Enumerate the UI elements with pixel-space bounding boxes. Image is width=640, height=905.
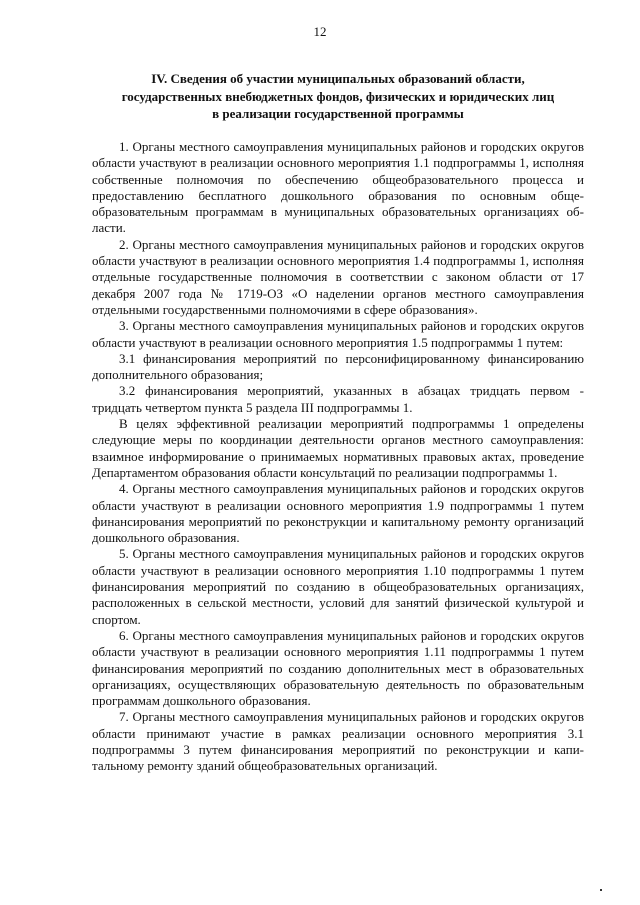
paragraph-7: 7. Органы местного самоуправления муниципальных районов и городских округов области принимают участие в рамках реализации основного мероприятия 3.1 подпрограммы 3 путем финансирования мероприятий по реконструкции и капитальному ремонту зданий общеобразовательных организаций. xyxy=(92,709,584,774)
section-heading-line: в реализации государственной программы xyxy=(212,106,464,121)
document-body xyxy=(92,139,584,775)
paragraph-3-2: 3.2 финансирования мероприятий, указанных в абзацах тридцать первом - тридцать четвертом пункта 5 раздела III подпрограммы 1. xyxy=(92,383,584,415)
paragraph-coordination: В целях эффективной реализации мероприятий подпрограммы 1 определены следующие меры по координации деятельности органов местного самоуправления: взаимное информирование о принимаемых нормативных правовых актах, проведение Департаментом образования области консультаций по реализации подпрограммы 1. xyxy=(92,416,584,480)
paragraph-5: 5. Органы местного самоуправления муниципальных районов и городских округов области участвуют в реализации основного мероприятия 1.10 подпрограммы 1 путем финансирования мероприятий по созданию в общеобразовательных организациях, расположенных в сельской местности, условий для занятий физической культурой и спортом. xyxy=(92,546,584,627)
paragraph-6: 6. Органы местного самоуправления муниципальных районов и городских округов области участвуют в реализации основного мероприятия 1.11 подпрограммы 1 путем финансирования мероприятий по созданию дополнительных мест в образовательных организациях, осуществляющих образовательную деятельность по образовательным программам дошкольного образования. xyxy=(92,627,584,709)
section-heading-line: IV. Сведения об участии муниципальных образований области, xyxy=(151,71,525,86)
paragraph-2: 2. Органы местного самоуправления муниципальных районов и городских округов области участвуют в реализации основного мероприятия 1.4 подпрограммы 1, исполняя отдельные государственные полномочия в соответствии с законом области от 17 декабря 2007 года № 1719-ОЗ «О наделении органов местного самоуправления отдельными государственными полномочиями в сфере образования». xyxy=(92,236,584,317)
section-heading xyxy=(92,70,584,123)
paragraph-3-1: 3.1 финансирования мероприятий по персонифицированному финансированию дополнительного образования; xyxy=(92,350,584,383)
scan-dot-mark xyxy=(600,889,602,891)
paragraph-1: 1. Органы местного самоуправления муниципальных районов и городских округов области участвуют в реализации основного мероприятия 1.1 подпрограммы 1, исполняя собственные полномочия по обеспечению общеобразовательного процесса и предоставлению бесплатного дошкольного образования по основным общеобразовательным программам в муниципальных образовательных организациях области. xyxy=(92,139,584,236)
paragraph-4: 4. Органы местного самоуправления муниципальных районов и городских округов области участвуют в реализации основного мероприятия 1.9 подпрограммы 1 путем финансирования мероприятий по реконструкции и капитальному ремонту организаций дошкольного образования. xyxy=(92,481,584,546)
paragraph-3: 3. Органы местного самоуправления муниципальных районов и городских округов области участвуют в реализации основного мероприятия 1.5 подпрограммы 1 путем: xyxy=(92,318,584,350)
page-number: 12 xyxy=(313,24,327,39)
section-heading-line: государственных внебюджетных фондов, физических и юридических лиц xyxy=(121,88,555,104)
